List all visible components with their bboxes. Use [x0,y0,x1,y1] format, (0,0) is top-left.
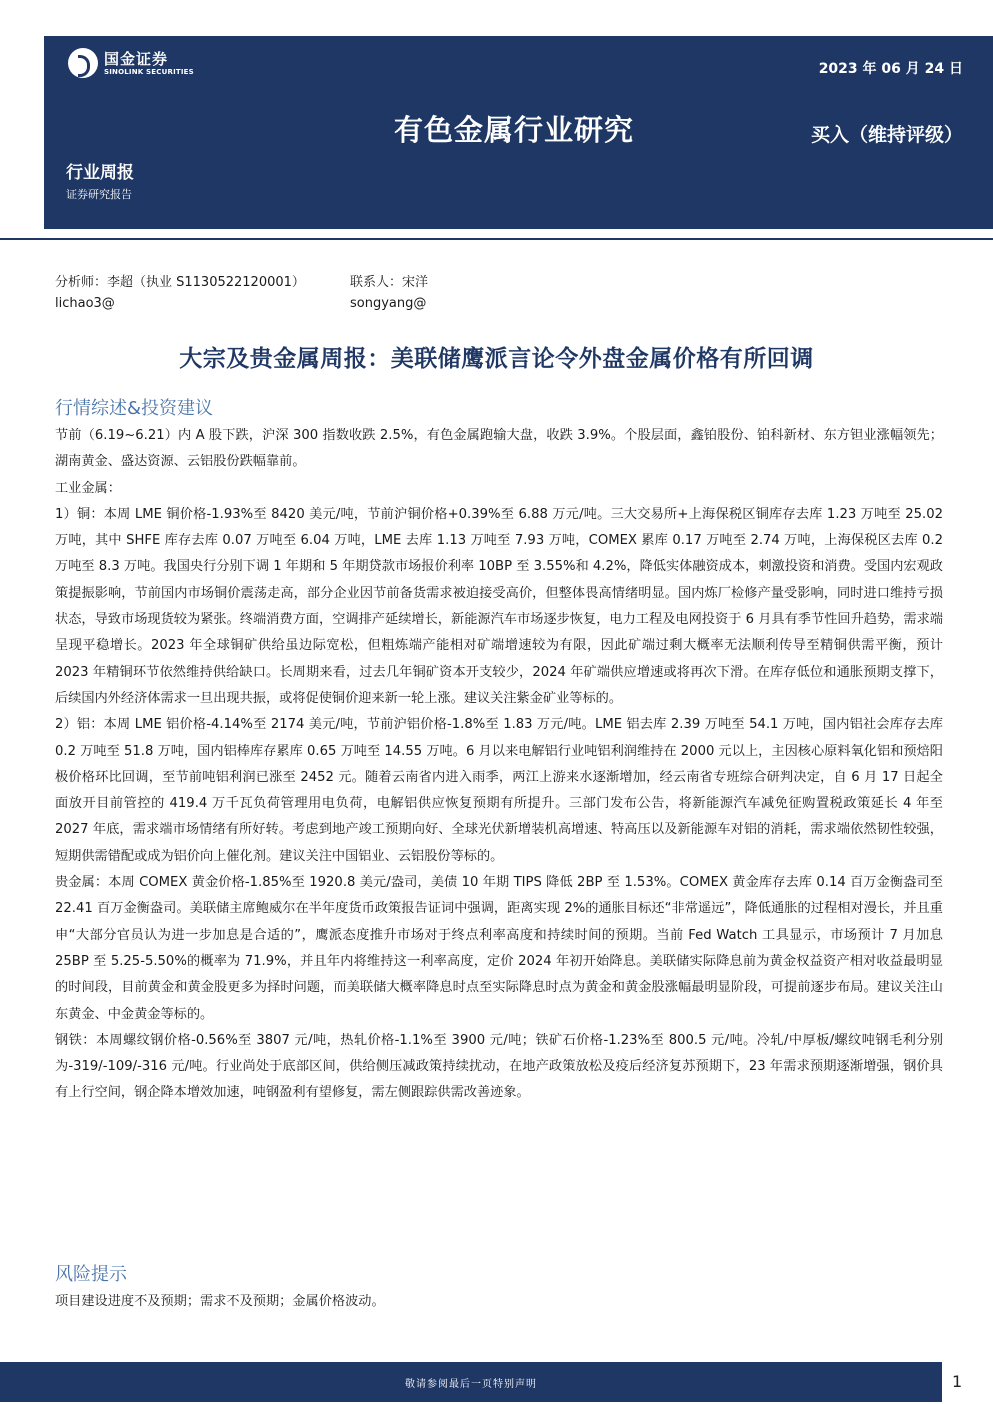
rating-badge: 买入（维持评级） [810,124,963,146]
report-main-title: 大宗及贵金属周报：美联储鹰派言论令外盘金属价格有所回调 [179,346,814,372]
section-title-overview: 行情综述&投资建议 [55,398,214,419]
report-date: 2023 年 06 月 24 日 [818,61,963,77]
paragraph-market-summary: 节前（6.19~6.21）内 A 股下跌，沪深 300 指数收跌 2.5%，有色金属跑输大盘，收跌 3.9%。个股层面，鑫铂股份、铂科新材、东方钽业涨幅领先；湖南黄金、盛达资源、云铝股份跌幅靠前。 [55,428,943,470]
contact-email: songyang@ [350,296,427,311]
sinolink-logo-icon [68,48,98,78]
company-logo [68,48,194,78]
paragraph-aluminum: 2）铝：本周 LME 铝价格-4.14%至 2174 美元/吨，节前沪铝价格-1.8%至 1.83 万元/吨。LME 铝去库 2.39 万吨至 54.1 万吨，国内铝社会库存去库 0.2 万吨至 51.8 万吨，国内铝棒库存累库 0.65 万吨至 14.55 万吨。6 月以来电解铝行业吨铝利润维持在 2000 元以上，主因核心原料氧化铝和预焙阳极价格环比回调，至节前吨铝利润已涨至 2452 元。随着云南省内进入雨季，两江上游来水逐渐增加，经云南省专班综合研判决定，自 6 月 17 日起全面放开目前管控的 419.4 万千瓦负荷管理用电负荷，电解铝供应恢复预期有所提升。三部门发布公告，将新能源汽车减免征购置税政策延长 4 年至 2027 年底，需求端市场情绪有所好转。考虑到地产竣工预期向好、全球光伏新增装机高增速、特高压以及新能源车对铝的消耗，需求端依然韧性较强，短期供需错配或成为铝价向上催化剂。建议关注中国铝业、云铝股份等标的。 [55,717,943,864]
risk-body [55,1289,943,1315]
analyst-name: 分析师：李超（执业 S1130522120001） [55,275,305,290]
overview-body [55,423,943,1107]
logo-english-name: SINOLINK SECURITIES [104,67,194,76]
header-divider [0,238,993,240]
section-title-risk: 风险提示 [55,1264,127,1285]
page-number: 1 [952,1372,963,1391]
contact-name: 联系人：宋洋 [350,275,429,290]
logo-chinese-name: 国金证券 [104,49,169,68]
analyst-email: lichao3@ [55,296,115,311]
report-header-banner [44,36,993,229]
report-subtitle: 证券研究报告 [66,188,132,201]
analyst-info [55,272,428,314]
footer-disclaimer: 敬请参阅最后一页特别声明 [405,1378,537,1390]
paragraph-risk: 项目建设进度不及预期；需求不及预期；金属价格波动。 [55,1294,385,1309]
paragraph-precious-metals: 贵金属：本周 COMEX 黄金价格-1.85%至 1920.8 美元/盎司，美债 10 年期 TIPS 降低 2BP 至 1.53%。COMEX 黄金库存去库 0.14 百万金衡盎司至 22.41 百万金衡盎司。美联储主席鲍威尔在半年度货币政策报告证词中强调，距离实现 2%的通胀目标还“非常遥远”，降低通胀的过程相对漫长，并且重申“大部分官员认为进一步加息是合适的”，鹰派态度推升市场对于终点利率高度和持续时间的预期。当前 Fed Watch 工具显示，市场预计 7 月加息 25BP 至 5.25-5.50%的概率为 71.9%，并且年内将维持这一利率高度，定价 2024 年初开始降息。美联储实际降息前为黄金权益资产相对收益最明显的时间段，目前黄金和黄金股更多为择时问题，而美联储大概率降息时点至实际降息时点为黄金和黄金股涨幅最明显阶段，可提前逐步布局。建议关注山东黄金、中金黄金等标的。 [55,875,943,1022]
paragraph-copper: 1）铜：本周 LME 铜价格-1.93%至 8420 美元/吨，节前沪铜价格+0.39%至 6.88 万元/吨。三大交易所+上海保税区铜库存去库 1.23 万吨至 25.02 万吨，其中 SHFE 库存去库 0.07 万吨至 6.04 万吨，LME 去库 1.13 万吨至 7.93 万吨，COMEX 累库 0.17 万吨至 2.74 万吨，上海保税区去库 0.2 万吨至 8.3 万吨。我国央行分别下调 1 年期和 5 年期贷款市场报价利率 10BP 至 3.55%和 4.2%，降低实体融资成本，刺激投资和消费。受国内宏观政策提振影响，节前国内市场铜价震荡走高，部分企业因节前备货需求被迫接受高价，但整体畏高情绪明显。国内炼厂检修产量受影响，同时进口维持亏损状态，导致市场现货较为紧张。终端消费方面，空调排产延续增长，新能源汽车市场逐步恢复，电力工程及电网投资于 6 月具有季节性回升趋势，需求端呈现平稳增长。2023 年全球铜矿供给虽边际宽松，但粗炼端产能相对矿端增速较为有限，因此矿端过剩大概率无法顺利传导至精铜供需平衡，预计 2023 年精铜环节依然维持供给缺口。长周期来看，过去几年铜矿资本开支较少，2024 年矿端供应增速或将再次下滑。在库存低位和通胀预期支撑下，后续国内外经济体需求一旦出现共振，或将促使铜价迎来新一轮上涨。建议关注紫金矿业等标的。 [55,506,943,706]
paragraph-steel: 钢铁：本周螺纹钢价格-0.56%至 3807 元/吨，热轧价格-1.1%至 3900 元/吨；铁矿石价格-1.23%至 800.5 元/吨。冷轧/中厚板/螺纹吨钢毛利分别为-319/-109/-316 元/吨。行业尚处于底部区间，供给侧压减政策持续扰动，在地产政策放松及疫后经济复苏预期下，23 年需求预期逐渐增强，钢价具有上行空间，钢企降本增效加速，吨钢盈利有望修复，需左侧跟踪供需改善迹象。 [55,1032,943,1101]
report-type: 行业周报 [66,163,134,183]
industry-title: 有色金属行业研究 [394,113,635,147]
paragraph-industrial-metals-heading: 工业金属： [55,480,121,496]
footer-bar [0,1362,942,1402]
